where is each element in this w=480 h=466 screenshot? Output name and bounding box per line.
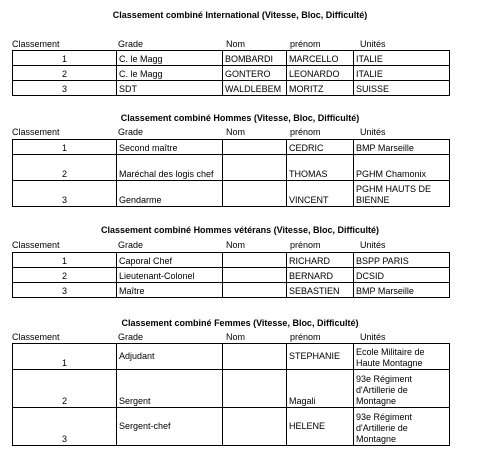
prenom-cell: SEBASTIEN [287,283,354,298]
unite-cell: DCSID [354,268,450,283]
grade-cell: Lieutenant-Colonel [117,268,223,283]
nom-cell [223,253,287,268]
prenom-cell: HELENE [287,408,354,446]
unite-cell: PGHM Chamonix [354,155,450,181]
unite-cell: ITALIE [354,51,450,66]
rank-cell: 2 [13,155,117,181]
nom-cell [223,408,287,446]
table-row [13,344,450,370]
prenom-cell: VINCENT [287,181,354,207]
header-unites: Unités [360,240,386,250]
grade-cell: Maréchal des logis chef [117,155,223,181]
nom-cell: BOMBARDI [223,51,287,66]
header-classement: Classement [12,39,60,49]
header-nom: Nom [226,39,246,49]
grade-cell: C. le Magg [117,66,223,81]
table-row [13,370,450,408]
header-grade: Grade [118,332,144,342]
table-row [13,66,450,81]
unite-cell: ITALIE [354,66,450,81]
section-title-hommes: Classement combiné Hommes (Vitesse, Bloc, Difficulté) [120,113,360,123]
table-row [13,140,450,155]
nom-cell [223,181,287,207]
header-prenom: prénom [290,332,321,342]
table-femmes [12,343,450,446]
header-prenom: prénom [290,39,321,49]
grade-cell: Sergent [117,370,223,408]
unite-cell: Ecole Militaire de Haute Montagne [354,344,450,370]
table-row [13,268,450,283]
rank-cell: 2 [13,268,117,283]
rank-cell: 1 [13,253,117,268]
rank-cell: 2 [13,370,117,408]
prenom-cell: STEPHANIE [287,344,354,370]
unite-cell: 93e Régiment d'Artillerie de Montagne [354,370,450,408]
table-row [13,155,450,181]
nom-cell: GONTERO [223,66,287,81]
unite-cell: PGHM HAUTS DE BIENNE [354,181,450,207]
header-unites: Unités [360,39,386,49]
rank-cell: 3 [13,283,117,298]
header-prenom: prénom [290,240,321,250]
header-classement: Classement [12,240,60,250]
rank-cell: 3 [13,81,117,96]
header-nom: Nom [226,127,246,137]
nom-cell [223,155,287,181]
unite-cell: 93e Régiment d'Artillerie de Montagne [354,408,450,446]
header-unites: Unités [360,332,386,342]
unite-cell: BSPP PARIS [354,253,450,268]
grade-cell: Second maître [117,140,223,155]
rank-cell: 3 [13,181,117,207]
grade-cell: Gendarme [117,181,223,207]
header-nom: Nom [226,332,246,342]
rank-cell: 1 [13,344,117,370]
unite-cell: BMP Marseille [354,283,450,298]
header-unites: Unités [360,127,386,137]
grade-cell: SDT [117,81,223,96]
rank-cell: 1 [13,51,117,66]
nom-cell [223,370,287,408]
unite-cell: SUISSE [354,81,450,96]
nom-cell [223,140,287,155]
table-hommes [12,139,450,207]
grade-cell: Adjudant [117,344,223,370]
header-nom: Nom [226,240,246,250]
table-hommes-veterans [12,252,450,298]
table-international [12,50,450,96]
prenom-cell: BERNARD [287,268,354,283]
prenom-cell: RICHARD [287,253,354,268]
grade-cell: Maître [117,283,223,298]
header-prenom: prénom [290,127,321,137]
nom-cell [223,344,287,370]
rank-cell: 2 [13,66,117,81]
prenom-cell: Magali [287,370,354,408]
nom-cell: WALDLEBEM [223,81,287,96]
table-row [13,51,450,66]
table-row [13,253,450,268]
prenom-cell: LEONARDO [287,66,354,81]
header-classement: Classement [12,332,60,342]
header-grade: Grade [118,240,144,250]
section-title-international: Classement combiné International (Vitesse, Bloc, Difficulté) [112,10,368,20]
table-row [13,408,450,446]
header-grade: Grade [118,127,144,137]
nom-cell [223,268,287,283]
table-row [13,181,450,207]
nom-cell [223,283,287,298]
prenom-cell: THOMAS [287,155,354,181]
table-row [13,81,450,96]
prenom-cell: MORITZ [287,81,354,96]
grade-cell: Caporal Chef [117,253,223,268]
prenom-cell: CEDRIC [287,140,354,155]
grade-cell: Sergent-chef [117,408,223,446]
header-grade: Grade [118,39,144,49]
prenom-cell: MARCELLO [287,51,354,66]
rank-cell: 3 [13,408,117,446]
section-title-femmes: Classement combiné Femmes (Vitesse, Bloc, Difficulté) [121,318,359,328]
section-title-hommes-veterans: Classement combiné Hommes vétérans (Vitesse, Bloc, Difficulté) [101,225,379,235]
unite-cell: BMP Marseille [354,140,450,155]
grade-cell: C. le Magg [117,51,223,66]
table-row [13,283,450,298]
header-classement: Classement [12,127,60,137]
rank-cell: 1 [13,140,117,155]
